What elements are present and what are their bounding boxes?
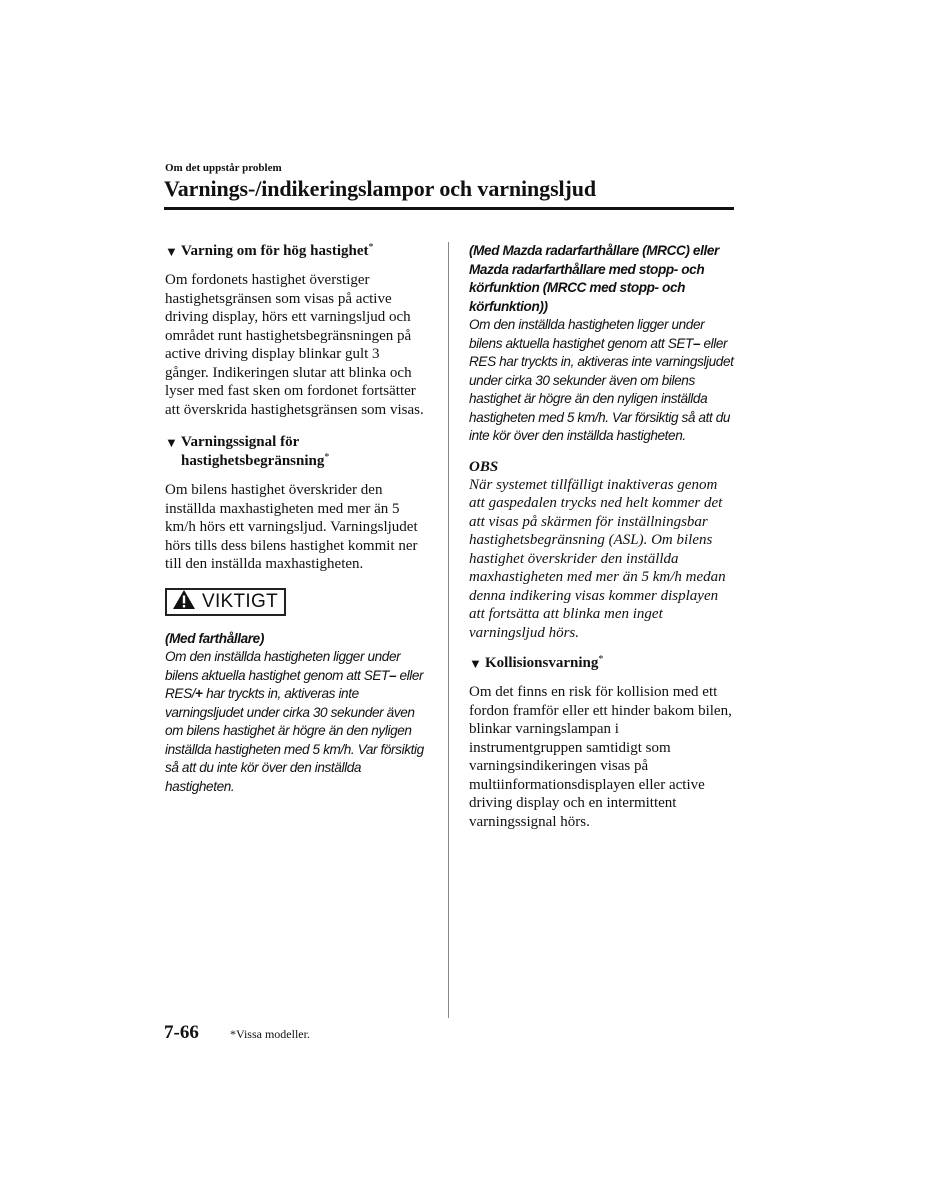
triangle-down-icon: ▼ (165, 244, 178, 259)
section-title: Varning om för hög hastighet (181, 243, 369, 259)
note-label: OBS (469, 458, 499, 475)
section-heading-speed-warning (165, 242, 427, 261)
minus-symbol: – (692, 335, 701, 351)
section-title: Kollisionsvarning (485, 655, 599, 671)
page-number: 7-66 (164, 1022, 199, 1043)
mrcc-heading: (Med Mazda radarfarthållare (MRCC) eller Mazda radarfarthållare med stopp- och körfunktion (MRCC med stopp- och körfunktion)) (469, 243, 719, 314)
triangle-down-icon: ▼ (165, 435, 178, 450)
important-subheading: (Med farthållare) (165, 630, 264, 646)
breadcrumb: Om det uppstår problem (165, 162, 282, 174)
footnote-star: * (598, 654, 604, 665)
left-column (165, 242, 427, 796)
page-title: Varnings-/indikeringslampor och varningsljud (164, 176, 597, 201)
section-title-line2: hastighetsbegränsning (181, 453, 325, 469)
warning-triangle-icon (172, 589, 196, 615)
collision-warning-text: Om det finns en risk för kollision med ett fordon framför eller ett hinder bakom bilen, blinkar varningslampan i instrumentgruppen samtidigt som varningsindikeringen visas på multiinformationsdisplayen eller active driving display och en intermittent varningssignal hörs. (469, 684, 732, 830)
important-label: VIKTIGT (202, 590, 278, 612)
section-heading-collision-warning (469, 654, 734, 673)
speed-warning-text: Om fordonets hastighet överstiger hastighetsgränsen som visas på active driving display, hörs ett varningsljud och området runt hastighetsbegränsningen på active driving display blinkar gult 3 gånger. Indikeringen slutar att blinka och lyser med fast sken om fordonet fortsätter att överskrida hastighetsgränsen som visas. (165, 272, 424, 418)
speed-limit-signal-text: Om bilens hastighet överskrider den inställda maxhastigheten med mer än 5 km/h hörs ett varningsljud. Varningsljudet hörs tills dess bilens hastighet kommit ner till den inställda maxhastigheten. (165, 482, 418, 572)
right-column (469, 242, 734, 845)
minus-symbol: – (388, 667, 397, 683)
mrcc-text: Om den inställda hastigheten ligger under bilens aktuella hastighet genom att SET– eller RES har tryckts in, aktiveras inte varningsljudet under cirka 30 sekunder även om bilens hastighet är högre än den nyligen inställda hastigheten med 5 km/h. Var försiktig så att du inte kör över den inställda hastigheten. (469, 317, 734, 443)
note-text: När systemet tillfälligt inaktiveras genom att gaspedalen trycks ned helt kommer det att visas på skärmen för inställningsbar hastighetsbegränsning (ASL). Om bilens hastighet överskrider den inställda maxhastigheten med mer än 5 km/h medan denna indikering visas kommer displayen att fortsätta att blinka men inget varningsljud hörs. (469, 476, 726, 641)
important-text: Om den inställda hastigheten ligger under bilens aktuella hastighet genom att SET– eller RES/+ har tryckts in, aktiveras inte varningsljudet under cirka 30 sekunder även om bilens hastighet är högre än den nyligen inställda hastigheten med 5 km/h. Var försiktig så att du inte kör över den inställda hastigheten. (165, 649, 424, 794)
section-heading-speed-limit-signal (165, 433, 427, 471)
section-title-line1: Varningssignal för (181, 434, 300, 450)
important-box (165, 588, 286, 616)
plus-symbol: + (195, 686, 203, 701)
column-divider (448, 242, 449, 1018)
footnote-star: * (368, 242, 374, 253)
footnote-star: * (324, 452, 330, 463)
footnote: *Vissa modeller. (230, 1027, 310, 1041)
triangle-down-icon: ▼ (469, 656, 482, 671)
title-rule (164, 207, 734, 210)
